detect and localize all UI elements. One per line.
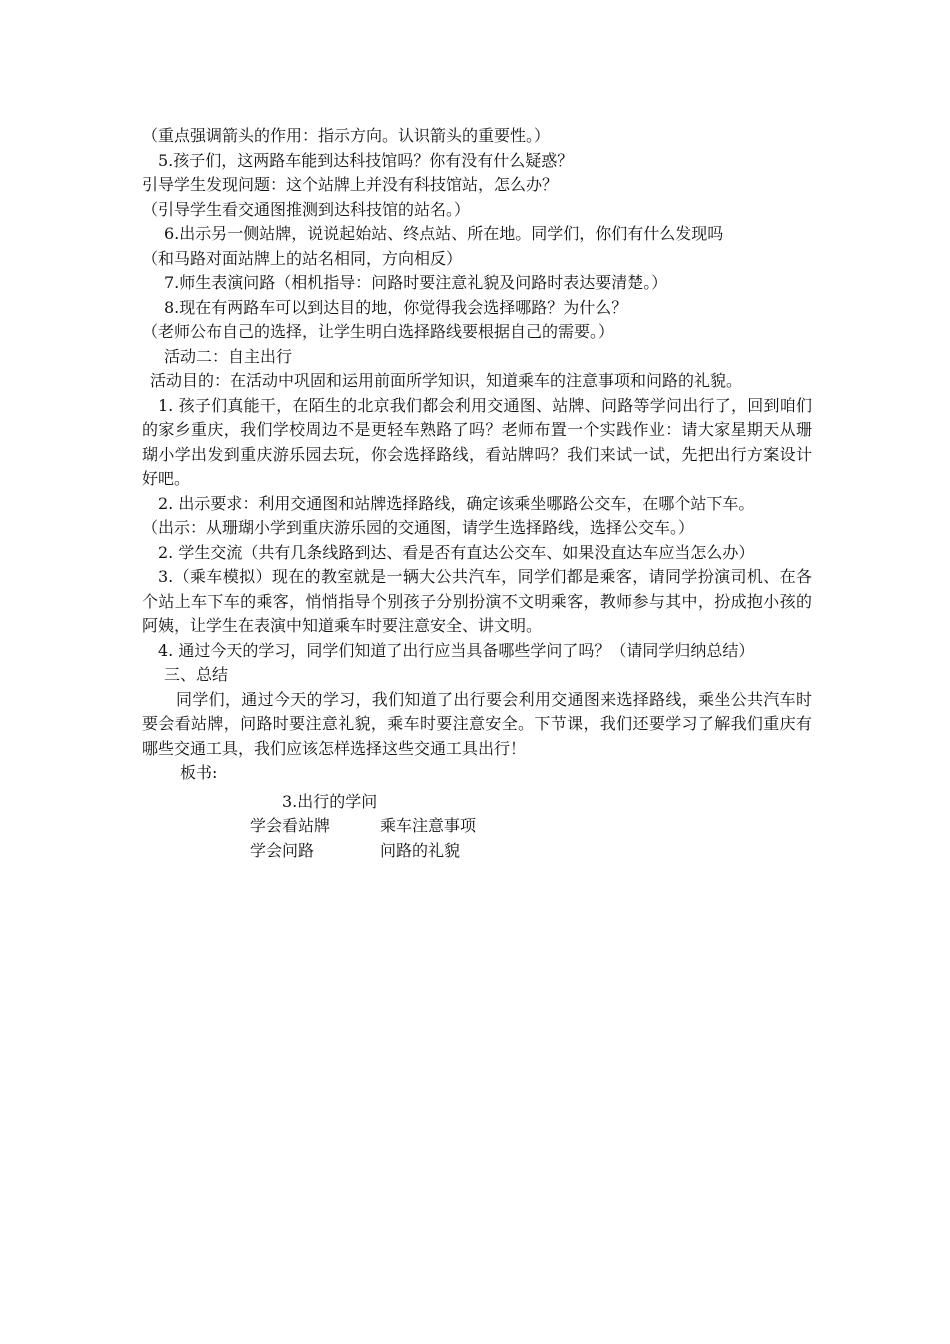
board-row — [142, 839, 812, 864]
board-cell: 学会问路 — [250, 840, 315, 860]
board-row — [142, 814, 812, 839]
board-cell: 学会看站牌 — [250, 816, 331, 835]
paragraph: 活动目的：在活动中巩固和运用前面所学知识，知道乘车的注意事项和问路的礼貌。 — [150, 371, 743, 390]
text-line: 引导学生发现问题：这个站牌上并没有科技馆站，怎么办？ — [142, 175, 559, 194]
paragraph: 2. 出示要求：利用交通图和站牌选择路线，确定该乘坐哪路公交车，在哪个站下车。 — [158, 493, 755, 513]
paragraph: （出示：从珊瑚小学到重庆游乐园的交通图，请学生选择路线，选择公交车。） — [142, 518, 695, 537]
text-line: （老师公布自己的选择，让学生明白选择路线要根据自己的需要。） — [142, 322, 615, 341]
board-cell: 乘车注意事项 — [380, 816, 477, 835]
paragraph: 1. 孩子们真能干，在陌生的北京我们都会利用交通图、站牌、问路等学问出行了，回到咱们的家乡重庆，我们学校周边不是更轻车熟路了吗？老师布置一个实践作业：请大家星期天从珊瑚小学出发到重庆游乐园去玩，你会选择路线，看站牌吗？我们来试一试，先把出行方案设计好吧。 — [142, 395, 812, 488]
board-cell: 问路的礼貌 — [380, 840, 461, 860]
text-line: 7.师生表演问路（相机指导：问路时要注意礼貌及问路时表达要清楚。） — [164, 273, 668, 292]
paragraph: 3.（乘车模拟）现在的教室就是一辆大公共汽车，同学们都是乘客，请同学扮演司机、在各个站上车下车的乘客，悄悄指导个别孩子分别扮演不文明乘客，教师参与其中，扮成抱小孩的阿姨，让学生在表演中知道乘车时要注意安全、讲文明。 — [142, 567, 812, 635]
board-title: 3.出行的学问 — [282, 791, 378, 811]
text-line: （重点强调箭头的作用：指示方向。认识箭头的重要性。） — [142, 126, 551, 145]
board-label: 板书: — [180, 763, 218, 782]
text-line: （引导学生看交通图推测到达科技馆的站名。） — [142, 199, 471, 219]
text-line: 8.现在有两路车可以到达目的地，你觉得我会选择哪路？为什么？ — [164, 297, 628, 317]
summary-paragraph: 同学们，通过今天的学习，我们知道了出行要会利用交通图来选择路线，乘坐公共汽车时要会看站牌，问路时要注意礼貌，乘车时要注意安全。下节课，我们还要学习了解我们重庆有哪些交通工具，我们应该怎样选择这些交通工具出行！ — [142, 689, 812, 758]
text-line: 5.孩子们，这两路车能到达科技馆吗？你有没有什么疑惑？ — [158, 150, 574, 170]
paragraph: 2. 学生交流（共有几条线路到达、看是否有直达公交车、如果没直达车应当怎么办） — [158, 542, 755, 562]
summary-heading: 三、总结 — [164, 665, 229, 684]
text-line: （和马路对面站牌上的站名相同，方向相反） — [142, 248, 463, 268]
document-body — [142, 124, 812, 863]
paragraph: 4. 通过今天的学习，同学们知道了出行应当具备哪些学问了吗？（请同学归纳总结） — [158, 640, 755, 660]
text-line: 6.出示另一侧站牌，说说起始站、终点站、所在地。同学们，你们有什么发现吗 — [164, 224, 724, 243]
section-heading: 活动二：自主出行 — [164, 346, 293, 366]
